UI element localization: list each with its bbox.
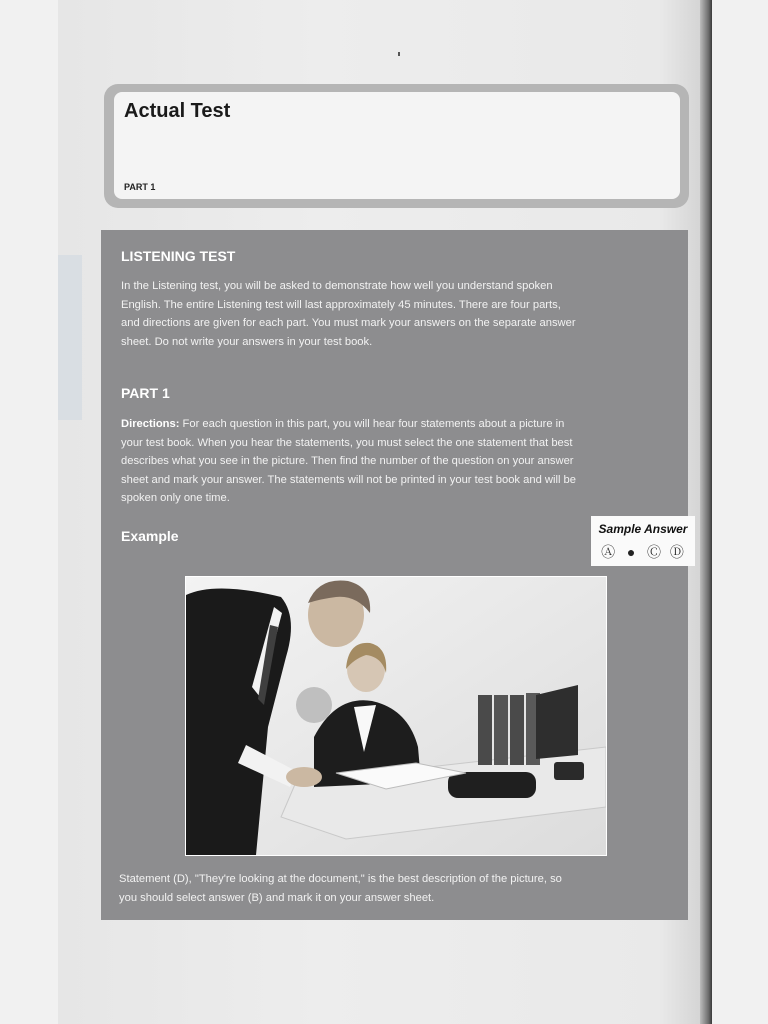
globe-icon [296,687,332,723]
statement-line: Statement (D), "They're looking at the document," is the best description of the picture, so [119,873,562,885]
bubble-c: Ⓒ [646,544,662,560]
intro-line: and directions are given for each part. You must mark your answers on the separate answer [121,317,576,329]
listening-panel [101,230,688,920]
binder-icon [478,695,492,765]
page-edge-strip [58,255,82,420]
header-part-label: PART 1 [124,182,156,192]
answer-bubbles [591,542,695,562]
part1-directions [121,415,576,508]
header-inner [114,92,680,199]
intro-line: In the Listening test, you will be asked to demonstrate how well you understand spoken [121,280,553,292]
example-photo [185,576,607,856]
binder-icon [510,695,524,765]
listening-heading: LISTENING TEST [121,248,236,264]
sample-answer-title: Sample Answer [598,522,688,536]
directions-line: sheet and mark your answer. The statements will not be printed in your test book and will be [121,473,576,486]
bubble-b-filled: ● [626,544,637,560]
intro-line: sheet. Do not write your answers in your test book. [121,335,373,348]
page-title: Actual Test [124,100,231,122]
monitor-icon [536,685,578,759]
directions-line: For each question in this part, you will hear four statements about a picture in [179,418,565,430]
intro-line: English. The entire Listening test will last approximately 45 minutes. There are four parts, [121,298,561,311]
man-hand [286,767,322,787]
example-statement [119,870,562,907]
book-binding [700,0,712,1024]
listening-intro [121,277,576,351]
directions-label: Directions: [121,418,180,430]
tape-dispenser-icon [554,762,584,780]
phone-icon [448,772,536,798]
scan-speck [398,52,400,56]
header-box [104,84,689,208]
binder-icon [494,695,508,765]
directions-line: describes what you see in the picture. Then find the number of the question on your answer [121,455,574,467]
directions-line: your test book. When you hear the statements, you must select the one statement that best [121,436,573,449]
bubble-d: Ⓓ [669,544,685,560]
directions-line: spoken only one time. [121,492,230,504]
sample-answer-box [591,516,695,566]
bubble-a: Ⓐ [601,544,617,560]
statement-line: you should select answer (B) and mark it on your answer sheet. [119,891,435,904]
part1-heading: PART 1 [121,385,170,401]
example-heading: Example [121,528,179,544]
